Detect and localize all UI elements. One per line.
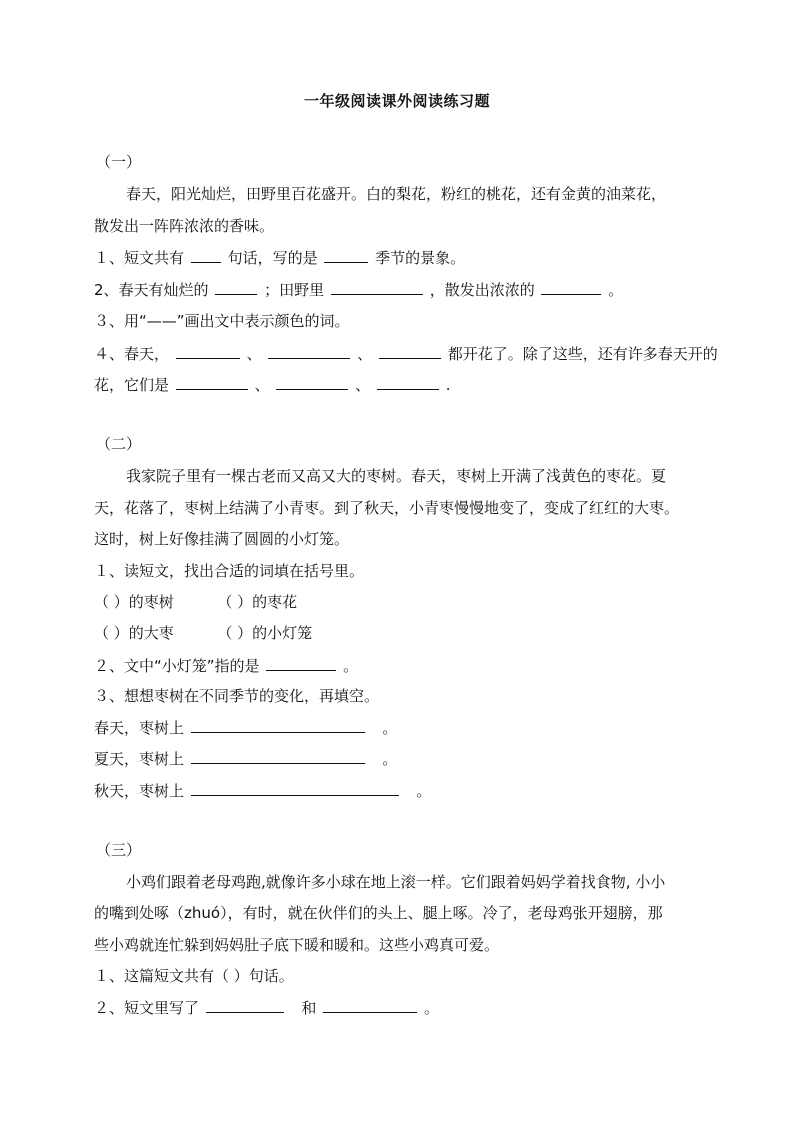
spring-label: 春天，枣树上 (94, 719, 185, 737)
section-2-passage-line-2: 天，花落了，枣树上结满了小青枣。到了秋天，小青枣慢慢地变了，变成了红红的大枣。 (94, 499, 680, 517)
section-1-passage-line-2: 散发出一阵阵浓浓的香味。 (94, 217, 275, 235)
section-2-spring-line (94, 717, 397, 738)
q4-line2-text-b: 、 (254, 376, 270, 394)
section-1-passage-line-1: 春天，阳光灿烂，田野里百花盛开。白的梨花，粉红的桃花，还有金黄的油菜花， (126, 185, 667, 203)
q2-text-b: ；田野里 (264, 281, 325, 299)
q4-text-b: 、 (246, 345, 262, 363)
q4-blank-4[interactable] (176, 374, 248, 390)
section-1-question-3: ３、用“——”画出文中表示颜色的词。 (94, 312, 350, 330)
section-2-passage-line-1: 我家院子里有一棵古老而又高又大的枣树。春天，枣树上开满了浅黄色的枣花。夏 (126, 467, 667, 485)
autumn-label: 秋天，枣树上 (94, 782, 185, 800)
s3-q2-text-a: ２、短文里写了 (94, 999, 200, 1017)
q4-line2-text-d: . (445, 376, 451, 394)
q2-blank-1[interactable] (215, 279, 257, 295)
q4-blank-1[interactable] (176, 343, 240, 359)
section-2-question-1: １、读短文，找出合适的词填在括号里。 (94, 562, 365, 580)
spring-blank[interactable] (191, 717, 365, 733)
section-2-autumn-line (94, 780, 431, 801)
summer-period: 。 (382, 750, 398, 768)
section-1-question-4 (94, 343, 718, 364)
q1-text-a: １、短文共有 (94, 249, 185, 267)
q1-blank-season[interactable] (324, 247, 368, 263)
q4-blank-6[interactable] (377, 374, 439, 390)
s2-q2-blank[interactable] (266, 655, 336, 671)
spring-period: 。 (382, 719, 398, 737)
page-title: 一年级阅读课外阅读练习题 (303, 92, 490, 110)
q4-text-c: 、 (357, 345, 373, 363)
blank-big-jujube[interactable]: （ ）的大枣 (94, 624, 174, 642)
s2-q2-text-a: ２、文中“小灯笼”指的是 (94, 657, 260, 675)
section-3-question-1[interactable]: １、这篇短文共有（ ）句话。 (94, 967, 294, 985)
autumn-blank[interactable] (191, 780, 399, 796)
q4-text-a: ４、春天， (94, 345, 170, 363)
q4-text-d: 都开花了。除了这些，还有许多春天开的 (447, 345, 718, 363)
q4-blank-3[interactable] (379, 343, 441, 359)
q4-blank-5[interactable] (276, 374, 348, 390)
q2-text-c: ，散发出浓浓的 (429, 281, 535, 299)
section-2-question-3: ３、想想枣树在不同季节的变化，再填空。 (94, 687, 380, 705)
s3-q2-text-c: 。 (423, 999, 439, 1017)
section-2-question-2 (94, 655, 358, 676)
s3-q2-blank-2[interactable] (323, 997, 417, 1013)
q2-blank-3[interactable] (541, 279, 601, 295)
section-1-heading: （一） (96, 153, 142, 171)
q2-text-d: 。 (608, 281, 624, 299)
q2-blank-2[interactable] (331, 279, 423, 295)
autumn-period: 。 (416, 782, 432, 800)
blank-jujube-tree[interactable]: （ ）的枣树 (94, 593, 174, 611)
s3-q2-text-b: 和 (301, 999, 317, 1017)
q4-blank-2[interactable] (268, 343, 350, 359)
q4-line2-text-c: 、 (355, 376, 371, 394)
q1-text-c: 季节的景象。 (375, 249, 466, 267)
q1-text-b: 句话，写的是 (227, 249, 318, 267)
section-1-question-4-line-2 (94, 374, 451, 395)
section-3-passage-line-3: 些小鸡就连忙躲到妈妈肚子底下暖和暖和。这些小鸡真可爱。 (94, 936, 500, 954)
section-2-blanks-row-2 (94, 623, 312, 643)
section-2-passage-line-3: 这时，树上好像挂满了圆圆的小灯笼。 (94, 530, 350, 548)
summer-label: 夏天，枣树上 (94, 750, 185, 768)
s2-q2-text-b: 。 (343, 657, 359, 675)
summer-blank[interactable] (191, 748, 365, 764)
q2-text-a: 2、春天有灿烂的 (94, 281, 209, 299)
blank-jujube-flower[interactable]: （ ）的枣花 (217, 593, 298, 611)
s3-q2-blank-1[interactable] (206, 997, 284, 1013)
section-2-blanks-row-1 (94, 592, 297, 612)
q4-line2-text-a: 花，它们是 (94, 376, 170, 394)
section-3-passage-line-2: 的嘴到处啄（zhuó），有时，就在伙伴们的头上、腿上啄。冷了，老母鸡张开翅膀，那 (94, 904, 663, 922)
section-2-summer-line (94, 748, 397, 769)
section-3-question-2 (94, 997, 439, 1018)
q1-blank-sentence-count[interactable] (191, 247, 221, 263)
section-2-heading: （二） (96, 435, 142, 453)
section-1-question-1 (94, 247, 465, 268)
section-3-passage-line-1: 小鸡们跟着老母鸡跑,就像许多小球在地上滚一样。它们跟着妈妈学着找食物, 小小 (126, 873, 666, 891)
section-1-question-2 (94, 279, 623, 300)
section-3-heading: （三） (96, 841, 142, 859)
blank-small-lantern[interactable]: （ ）的小灯笼 (217, 624, 313, 642)
